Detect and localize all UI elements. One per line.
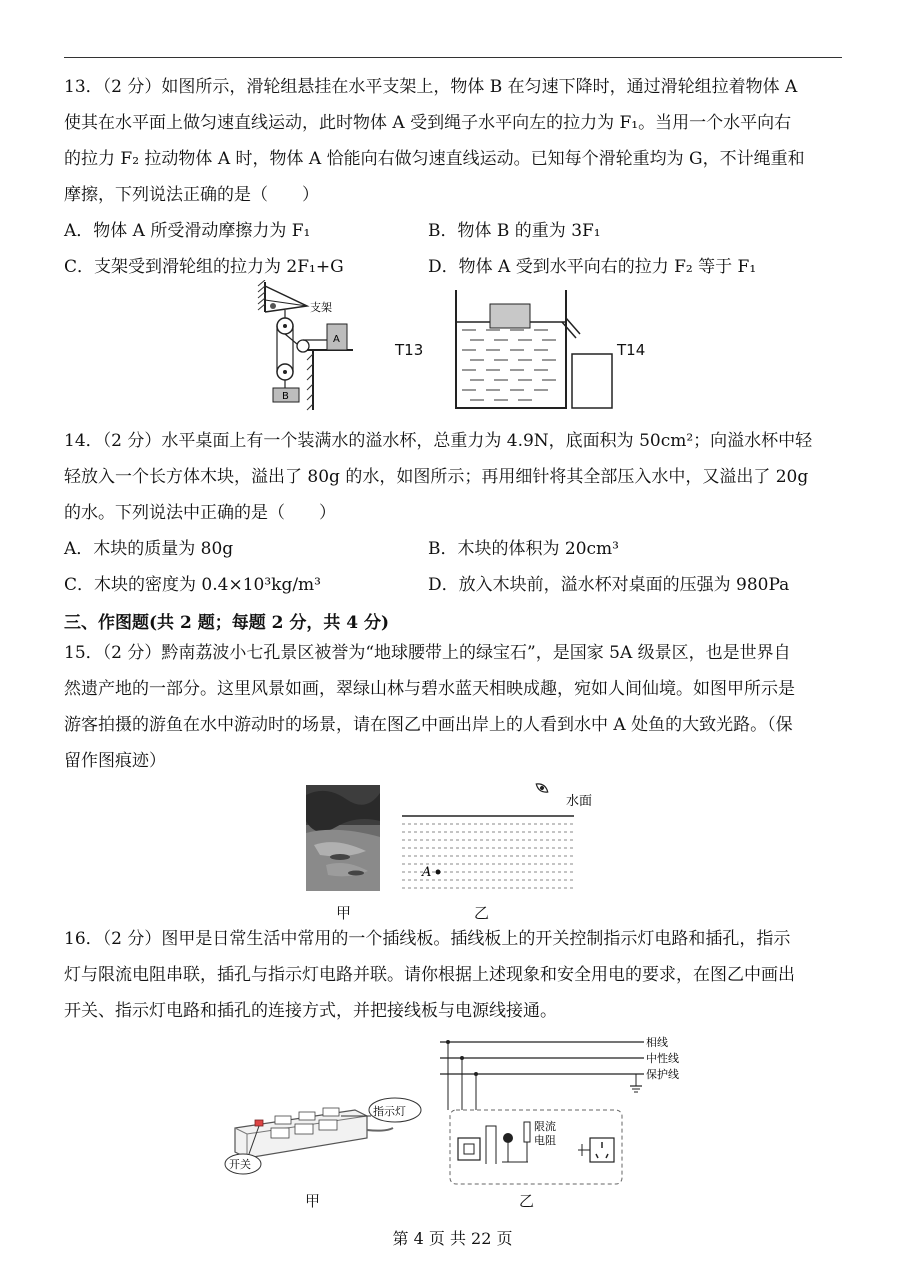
q14-option-a: A．木块的质量为 80g <box>64 539 234 559</box>
q13-line-1: 13．（2 分）如图所示，滑轮组悬挂在水平支架上，物体 B 在匀速下降时，通过滑轮组拉着物体 A <box>64 77 798 97</box>
neutral-line-label: 中性线 <box>646 1052 679 1065</box>
q15-caption-right: 乙 <box>474 904 490 922</box>
resistor-label-1: 限流 <box>534 1120 556 1133</box>
q15-line-4: 留作图痕迹） <box>64 751 166 771</box>
block-a-label: A <box>333 334 340 345</box>
overflow-cup-figure <box>450 288 620 412</box>
pulley-figure <box>255 280 365 415</box>
support-label: 支架 <box>310 301 332 314</box>
q16-line-2: 灯与限流电阻串联，插孔与指示灯电路并联。请你根据上述现象和安全用电的要求，在图乙中画出 <box>64 965 795 985</box>
q13-option-b: B．物体 B 的重为 3F₁ <box>428 221 601 241</box>
q13-option-d: D．物体 A 受到水平向右的拉力 F₂ 等于 F₁ <box>428 257 757 277</box>
header-rule <box>64 57 842 58</box>
switch-label: 开关 <box>229 1158 251 1171</box>
q14-option-d: D．放入木块前，溢水杯对桌面的压强为 980Pa <box>428 575 790 595</box>
q16-line-1: 16．（2 分）图甲是日常生活中常用的一个插线板。插线板上的开关控制指示灯电路和插孔，指示 <box>64 929 791 949</box>
indicator-lamp-icon <box>503 1133 513 1143</box>
fish-photo <box>306 785 380 891</box>
q16-caption-left: 甲 <box>305 1192 321 1210</box>
live-line-label: 相线 <box>646 1036 668 1049</box>
q14-line-2: 轻放入一个长方体木块，溢出了 80g 的水，如图所示；再用细针将其全部压入水中，又溢出了 20g <box>64 467 809 487</box>
q16-line-3: 开关、指示灯电路和插孔的连接方式，并把接线板与电源线接通。 <box>64 1001 557 1021</box>
q14-line-1: 14．（2 分）水平桌面上有一个装满水的溢水杯，总重力为 4.9N，底面积为 50cm²；向溢水杯中轻 <box>64 431 813 451</box>
power-strip-figure <box>215 1090 435 1180</box>
switch-icon <box>255 1120 263 1126</box>
q15-line-1: 15．（2 分）黔南荔波小七孔景区被誉为“地球腰带上的绿宝石”，是国家 5A 级景区，也是世界自 <box>64 643 791 663</box>
figure-caption-t13: T13 <box>395 341 424 359</box>
section-3-heading: 三、作图题(共 2 题；每题 2 分，共 4 分) <box>64 613 390 633</box>
q14-option-b: B．木块的体积为 20cm³ <box>428 539 619 559</box>
indicator-label: 指示灯 <box>373 1105 406 1118</box>
water-diagram <box>398 778 608 896</box>
figure-caption-t14: T14 <box>617 341 646 359</box>
circuit-figure <box>440 1030 700 1190</box>
q13-line-2: 使其在水平面上做匀速直线运动，此时物体 A 受到绳子水平向左的拉力为 F₁。当用一个水平向右 <box>64 113 792 133</box>
q15-line-2: 然遗产地的一部分。这里风景如画，翠绿山林与碧水蓝天相映成趣，宛如人间仙境。如图甲所示是 <box>64 679 795 699</box>
water-surface-label: 水面 <box>566 794 593 809</box>
q14-option-c: C．木块的密度为 0.4×10³kg/m³ <box>64 575 321 595</box>
point-a-label: A <box>422 865 432 880</box>
q13-line-3: 的拉力 F₂ 拉动物体 A 时，物体 A 恰能向右做匀速直线运动。已知每个滑轮重均为 G，不计绳重和 <box>64 149 805 169</box>
q15-caption-left: 甲 <box>336 904 352 922</box>
eye-icon <box>535 782 550 795</box>
block-b-label: B <box>282 391 289 402</box>
q14-line-3: 的水。下列说法中正确的是（ ） <box>64 503 336 523</box>
ground-line-label: 保护线 <box>646 1068 679 1081</box>
q15-line-3: 游客拍摄的游鱼在水中游动时的场景，请在图乙中画出岸上的人看到水中 A 处鱼的大致光路。（保 <box>64 715 793 735</box>
page-footer: 第 4 页 共 22 页 <box>392 1229 513 1248</box>
resistor-icon <box>524 1122 530 1142</box>
q13-line-4: 摩擦，下列说法正确的是（ ） <box>64 185 319 205</box>
q13-option-a: A．物体 A 所受滑动摩擦力为 F₁ <box>64 221 311 241</box>
resistor-label-2: 电阻 <box>534 1134 556 1147</box>
point-a-dot <box>436 870 441 875</box>
socket-box <box>590 1138 614 1162</box>
water-dashes <box>462 330 556 400</box>
q13-option-c: C．支架受到滑轮组的拉力为 2F₁+G <box>64 257 344 277</box>
q16-caption-right: 乙 <box>519 1192 535 1210</box>
